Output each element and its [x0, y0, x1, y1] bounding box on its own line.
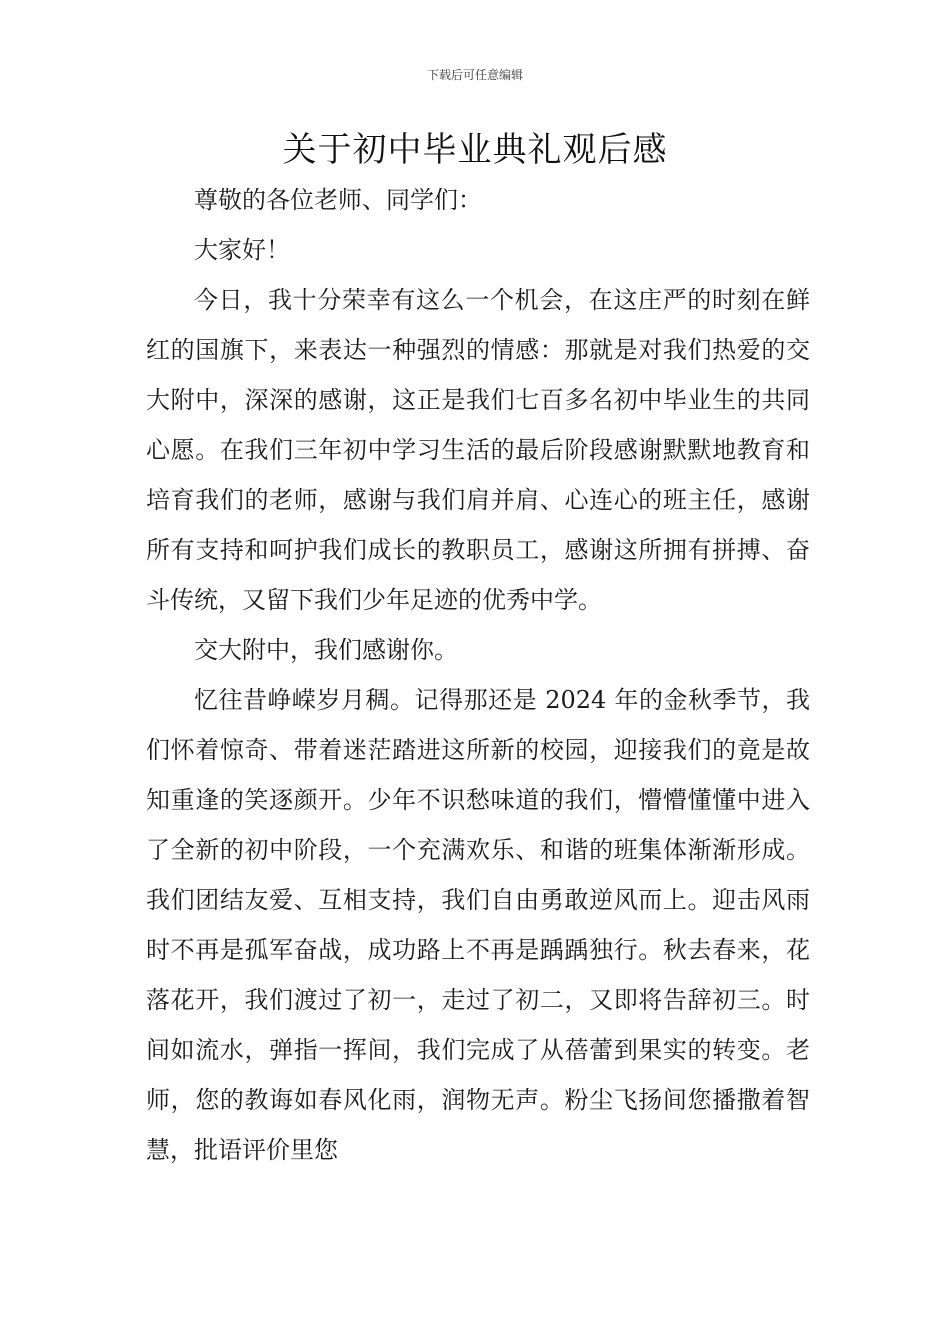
paragraph-greeting: 尊敬的各位老师、同学们：: [194, 186, 482, 214]
paragraph-memories: 忆往昔峥嵘岁月稠。记得那还是 2024 年的金秋季节，我们怀着惊奇、带着迷茫踏进这所新的校园，迎接我们的竟是故知重逢的笑逐颜开。少年不识愁味道的我们，懵懵懂懂中进入了全新的初中阶段，一个充满欢乐、和谐的班集体渐渐形成。我们团结友爱、互相支持，我们自由勇敢逆风而上。迎击风雨时不再是孤军奋战，成功路上不再是踽踽独行。秋去春来，花落花开，我们渡过了初一，走过了初二，又即将告辞初三。时间如流水，弹指一挥间，我们完成了从蓓蕾到果实的转变。老师，您的教诲如春风化雨，润物无声。粉尘飞扬间您播撒着智慧，批语评价里您: [146, 686, 810, 1164]
document-title: 关于初中毕业典礼观后感: [282, 130, 668, 170]
document-body: [146, 175, 810, 1175]
paragraph-thanks: 今日，我十分荣幸有这么一个机会，在这庄严的时刻在鲜红的国旗下，来表达一种强烈的情感：那就是对我们热爱的交大附中，深深的感谢，这正是我们七百多名初中毕业生的共同心愿。在我们三年初中学习生活的最后阶段感谢默默地教育和培育我们的老师，感谢与我们肩并肩、心连心的班主任，感谢所有支持和呵护我们成长的教职员工，感谢这所拥有拼搏、奋斗传统，又留下我们少年足迹的优秀中学。: [146, 286, 810, 614]
paragraph-hello: 大家好！: [194, 236, 290, 264]
header-note: 下载后可任意编辑: [426, 68, 523, 82]
paragraph-thanks-school: 交大附中，我们感谢你。: [194, 636, 458, 664]
